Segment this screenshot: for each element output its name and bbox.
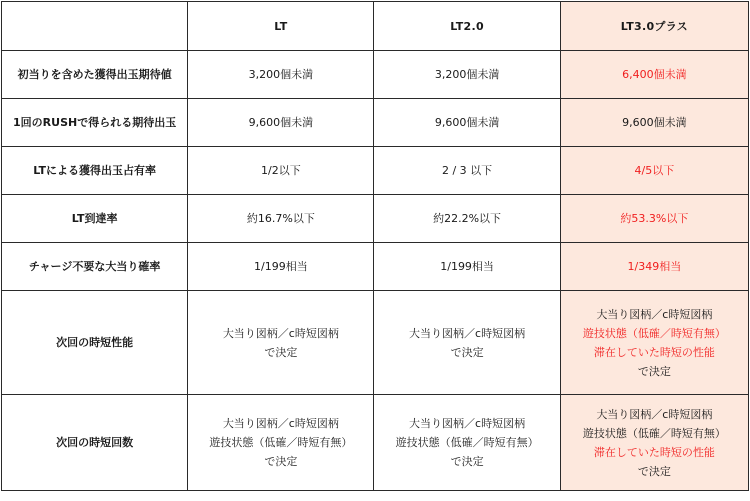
table-cell: 1/199相当 (374, 243, 560, 291)
cell-line: 遊技状態（低確／時短有無） (582, 426, 726, 440)
table-cell: 2 / 3 以下 (374, 147, 560, 195)
table-cell (374, 291, 560, 395)
table-cell (188, 395, 374, 491)
table-cell: 3,200個未満 (374, 51, 560, 99)
row-label-lt-share: LTによる獲得出玉占有率 (2, 147, 188, 195)
table-cell-highlight: 6,400個未満 (560, 51, 748, 99)
cell-line-red: 滞在していた時短の性能 (593, 345, 715, 359)
table-row (2, 195, 749, 243)
cell-line-red: 滞在していた時短の性能 (593, 445, 715, 459)
cell-line: 遊技状態（低確／時短有無） (395, 436, 539, 449)
table-row (2, 51, 749, 99)
cell-line-red: 遊技状態（低確／時短有無） (582, 326, 726, 340)
table-cell: 9,600個未満 (374, 99, 560, 147)
cell-line: 大当り図柄／c時短図柄 (596, 307, 713, 321)
cell-line: 大当り図柄／c時短図柄 (222, 417, 339, 430)
cell-line: 大当り図柄／c時短図柄 (409, 326, 526, 340)
cell-line: で決定 (637, 464, 671, 478)
cell-line: 大当り図柄／c時短図柄 (596, 407, 713, 421)
cell-line: 大当り図柄／c時短図柄 (222, 326, 339, 340)
corner-cell (2, 2, 188, 51)
table-cell-highlight (560, 395, 748, 491)
cell-line: で決定 (264, 345, 298, 359)
table-row (2, 395, 749, 491)
table-row (2, 147, 749, 195)
table-cell: 3,200個未満 (188, 51, 374, 99)
table-row (2, 243, 749, 291)
table-cell: 約22.2%以下 (374, 195, 560, 243)
cell-line: 大当り図柄／c時短図柄 (409, 417, 526, 430)
header-lt3-plus: LT3.0プラス (560, 2, 748, 51)
table-cell: 約16.7%以下 (188, 195, 374, 243)
header-row (2, 2, 749, 51)
table-cell-highlight: 4/5以下 (560, 147, 748, 195)
cell-line: で決定 (450, 345, 484, 359)
table-cell-highlight: 1/349相当 (560, 243, 748, 291)
cell-line: で決定 (264, 455, 298, 468)
row-label-next-jitan-performance: 次回の時短性能 (2, 291, 188, 395)
row-label-jackpot-probability: チャージ不要な大当り確率 (2, 243, 188, 291)
table-cell: 1/2以下 (188, 147, 374, 195)
table-cell: 9,600個未満 (188, 99, 374, 147)
comparison-table (1, 1, 749, 491)
row-label-next-jitan-count: 次回の時短回数 (2, 395, 188, 491)
cell-line: で決定 (637, 364, 671, 378)
header-lt: LT (188, 2, 374, 51)
cell-line: 遊技状態（低確／時短有無） (209, 436, 353, 449)
table-cell (188, 291, 374, 395)
row-label-rush-payout: 1回のRUSHで得られる期待出玉 (2, 99, 188, 147)
table-cell-highlight (560, 291, 748, 395)
table-cell: 1/199相当 (188, 243, 374, 291)
table-cell (374, 395, 560, 491)
row-label-lt-reach-rate: LT到達率 (2, 195, 188, 243)
header-lt2: LT2.0 (374, 2, 560, 51)
table-row (2, 99, 749, 147)
cell-line: で決定 (450, 455, 484, 468)
table-cell-highlight: 9,600個未満 (560, 99, 748, 147)
row-label-expected-payout: 初当りを含めた獲得出玉期待値 (2, 51, 188, 99)
table-cell-highlight: 約53.3%以下 (560, 195, 748, 243)
table-row (2, 291, 749, 395)
